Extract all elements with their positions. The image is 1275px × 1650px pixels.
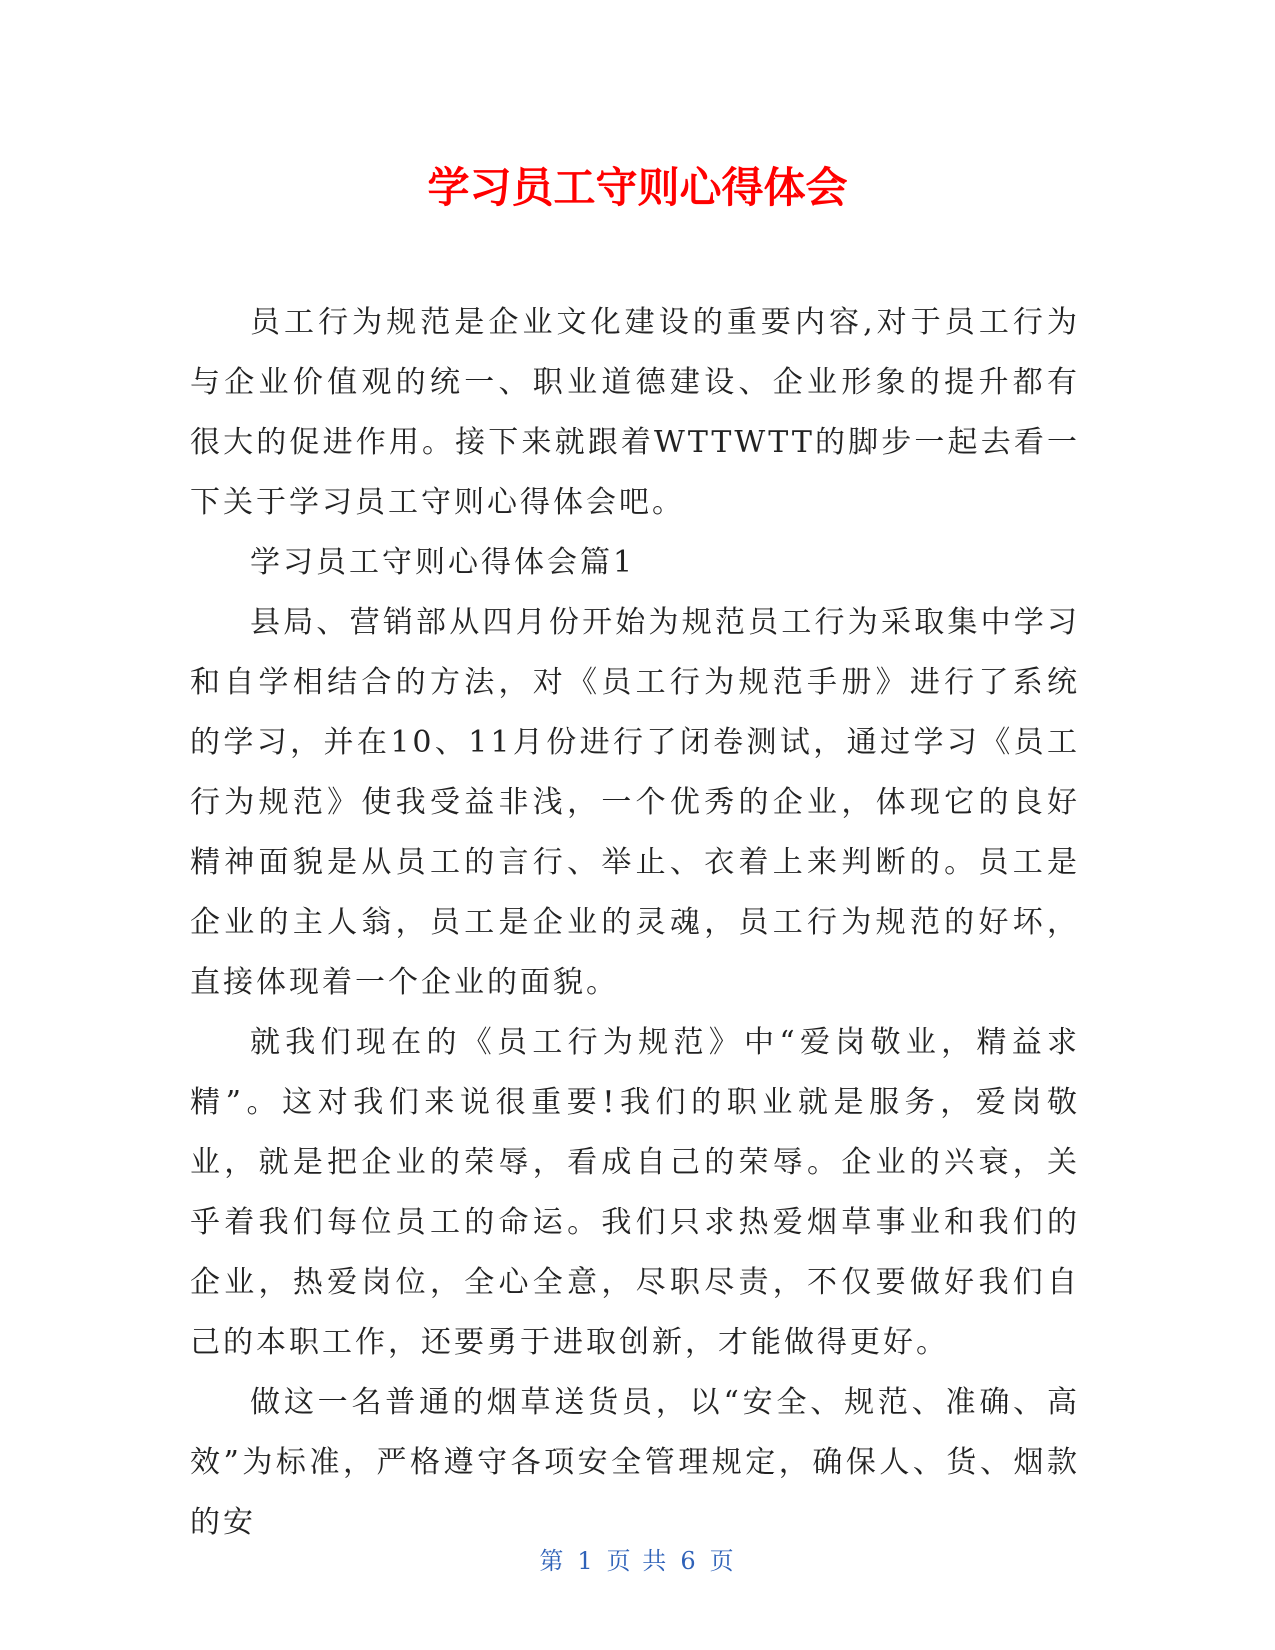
footer-suffix: 页 (709, 1547, 736, 1575)
footer-prefix: 第 (539, 1547, 566, 1575)
paragraph-intro: 员工行为规范是企业文化建设的重要内容,对于员工行为与企业价值观的统一、职业道德建设、企业形象的提升都有很大的促进作用。接下来就跟着WTTWTT的脚步一起去看一下关于学习员工守则心得体会吧。 (190, 305, 1080, 520)
footer-total-pages: 6 (680, 1547, 698, 1575)
footer-mid: 页 共 (606, 1547, 669, 1575)
section-heading: 学习员工守则心得体会篇1 (250, 545, 636, 580)
paragraph-2: 就我们现在的《员工行为规范》中“爱岗敬业，精益求精”。这对我们来说很重要!我们的职业就是服务，爱岗敬业，就是把企业的荣辱，看成自己的荣辱。企业的兴衰，关乎着我们每位员工的命运。我们只求热爱烟草事业和我们的企业，热爱岗位，全心全意，尽职尽责，不仅要做好我们自己的本职工作，还要勇于进取创新，才能做得更好。 (190, 1025, 1080, 1360)
paragraph-1: 县局、营销部从四月份开始为规范员工行为采取集中学习和自学相结合的方法，对《员工行为规范手册》进行了系统的学习，并在10、11月份进行了闭卷测试，通过学习《员工行为规范》使我受益非浅，一个优秀的企业，体现它的良好精神面貌是从员工的言行、举止、衣着上来判断的。员工是企业的主人翁，员工是企业的灵魂，员工行为规范的好坏，直接体现着一个企业的面貌。 (190, 605, 1080, 1000)
document-title: 学习员工守则心得体会 (427, 163, 848, 212)
paragraph-3: 做这一名普通的烟草送货员，以“安全、规范、准确、高效”为标准，严格遵守各项安全管理规定，确保人、货、烟款的安 (190, 1385, 1080, 1540)
document-body (190, 293, 1080, 1553)
page-footer (0, 1545, 1275, 1577)
footer-current-page: 1 (577, 1547, 595, 1575)
